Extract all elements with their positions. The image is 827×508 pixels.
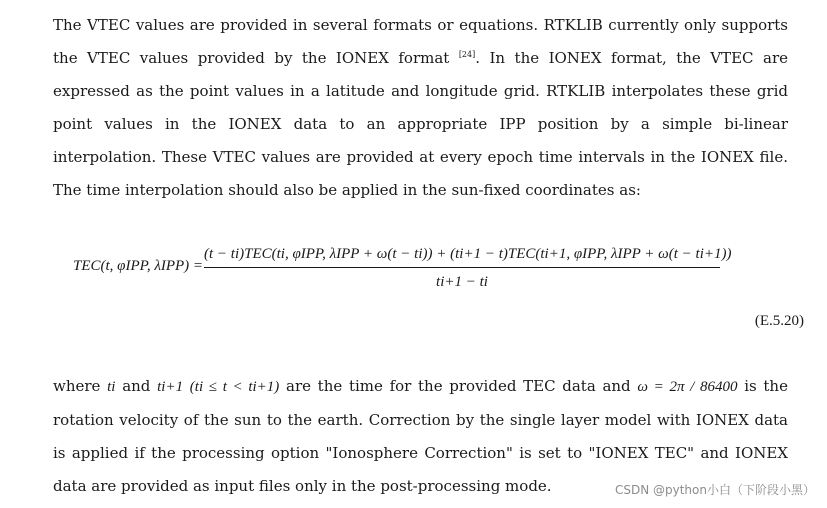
citation-ref[interactable]: [24] [458, 50, 476, 59]
equation-numerator: (t − ti)TEC(ti, φIPP, λIPP + ω(t − ti)) + (ti+1 − t)TEC(ti+1, φIPP, λIPP + ω(t − ti+1)) [204, 246, 732, 262]
word-where: where [53, 377, 101, 395]
equation-tec-interpolation [73, 246, 773, 306]
paragraph-text: are the time for the provided TEC data and [286, 377, 631, 395]
math-ti1: ti+1 [157, 379, 184, 395]
paragraph-text: The VTEC values are provided in several formats or equations. RTKLIB currently only supports the VTEC values provided by the IONEX format [53, 16, 788, 67]
equation-fraction [204, 246, 732, 291]
fraction-bar [204, 267, 720, 268]
math-interval: (ti ≤ t < ti+1) [189, 379, 280, 395]
paragraph-vtec-intro [53, 9, 788, 207]
paragraph-text: . In the IONEX format, the VTEC are expressed as the point values in a latitude and longitude grid. RTKLIB interpolates these grid point values in the IONEX data to an appropriate IPP position by a simple bi-linear interpolation. These VTEC values are provided at every epoch time intervals in the IONEX file. The time interpolation should also be applied in the sun-fixed coordinates as: [53, 49, 788, 199]
equation-denominator: ti+1 − ti [436, 274, 488, 290]
paragraph-text: is the rotation velocity of the sun to the earth. Correction by the single layer model with IONEX data is applied if the processing option "Ionosphere Correction" is set to "IONEX TEC" and IONEX data are provided as input files only in the post-processing mode. [53, 377, 788, 495]
math-omega: ω = 2π / 86400 [637, 379, 738, 395]
csdn-watermark: CSDN @python小白（下阶段小黑） [614, 483, 815, 497]
equation-lhs-text: TEC(t, φIPP, λIPP) = [73, 258, 204, 274]
math-ti: ti [107, 379, 116, 395]
equation-number: (E.5.20) [754, 313, 804, 329]
word-and: and [122, 377, 151, 395]
equation-lhs [73, 258, 203, 275]
